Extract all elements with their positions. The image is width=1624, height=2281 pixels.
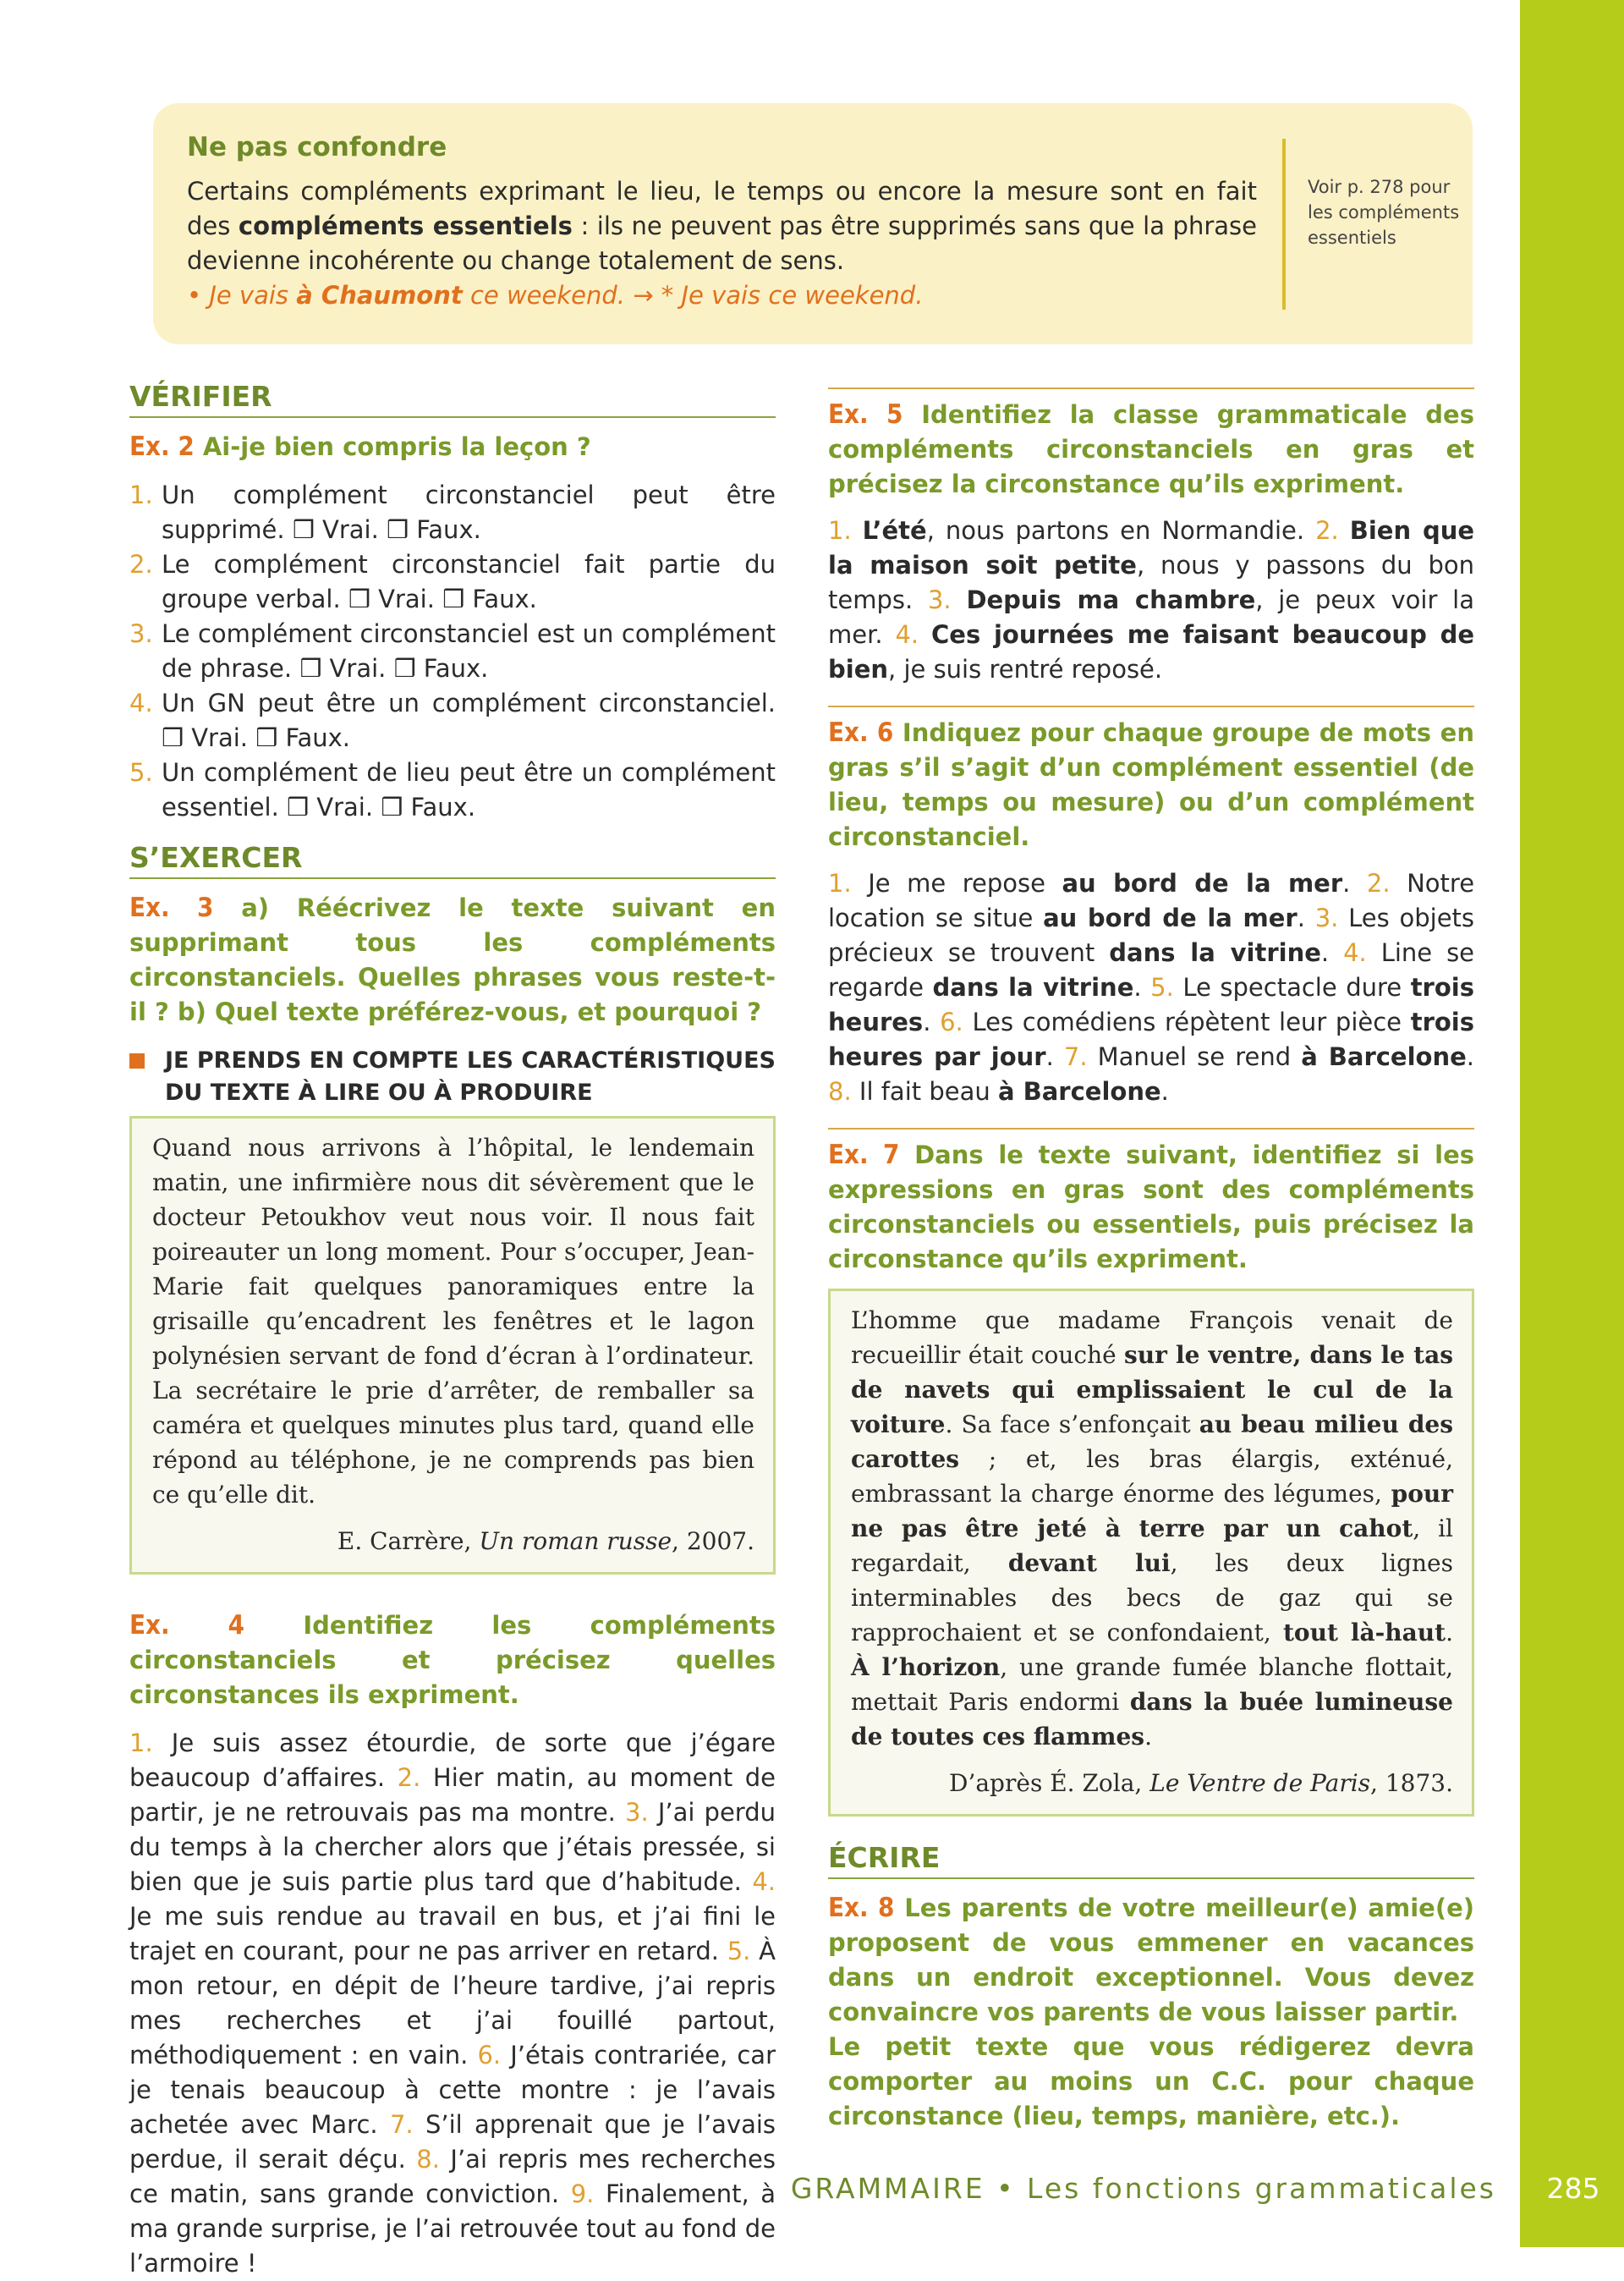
quote-source — [851, 1766, 1453, 1800]
item-number: 5. — [727, 1937, 751, 1965]
bold-phrase: au bord de la mer — [1043, 904, 1298, 932]
item-text: Les comédiens répètent leur pièce — [972, 1008, 1411, 1036]
list-item — [129, 547, 776, 617]
item-number: 6. — [940, 1008, 963, 1036]
item-number: 2. — [129, 550, 153, 579]
section-ecrire: ÉCRIRE — [828, 1840, 1474, 1879]
item-text: Le complément circonstanciel fait partie du groupe verbal. ❒ Vrai. ❒ Faux. — [162, 550, 776, 613]
side-divider — [1282, 139, 1286, 310]
quote-part: , les deux lignes interminables des becs de gaz qui se rapprochaient et se confondaient, — [851, 1549, 1453, 1646]
bold-phrase: tout là-haut — [1282, 1619, 1446, 1646]
bold-phrase: à Barcelone — [997, 1077, 1161, 1106]
item-number: 4. — [895, 620, 919, 649]
quote-part: , il regardait, — [851, 1514, 1454, 1577]
ex6-text — [828, 866, 1474, 1109]
item-number: 7. — [1063, 1042, 1088, 1071]
ex6-heading — [828, 716, 1474, 855]
quote-part: L’homme que madame François venait de recueillir était couché — [851, 1306, 1453, 1369]
item-number: 3. — [129, 619, 153, 648]
ex3-heading — [129, 891, 776, 1030]
list-item — [129, 478, 776, 547]
item-number: 1. — [129, 481, 153, 509]
ex7-title: Dans le texte suivant, identifiez si les expressions en gras sont des compléments circonstanciels ou essentiels, puis précisez la circonstance qu’ils expriment. — [828, 1140, 1475, 1273]
ex7-number: Ex. 7 — [828, 1140, 900, 1170]
bold-phrase: À l’horizon — [851, 1653, 1001, 1681]
note-text-bold: compléments essentiels — [238, 212, 573, 240]
method-tip — [129, 1045, 776, 1109]
note-box-text — [187, 174, 1257, 313]
item-number: 1. — [828, 516, 852, 545]
item-number: 1. — [129, 1729, 153, 1757]
bold-phrase: dans la vitrine — [932, 973, 1134, 1002]
page-number: 285 — [1546, 2172, 1600, 2205]
ex6-number: Ex. 6 — [828, 717, 894, 748]
item-text: Manuel se rend — [1097, 1042, 1302, 1071]
item-number: 3. — [1314, 904, 1339, 932]
bold-phrase: dans la buée lumineuse de toutes ces flammes — [851, 1688, 1453, 1751]
page-sidebar — [1520, 0, 1624, 2247]
quote-part: . — [1446, 1619, 1453, 1646]
item-number: 5. — [1150, 973, 1174, 1002]
right-column — [828, 387, 1474, 2134]
item-text: Un complément de lieu peut être un complément essentiel. ❒ Vrai. ❒ Faux. — [162, 758, 776, 822]
item-number: 2. — [1366, 869, 1391, 898]
running-footer: GRAMMAIRE • Les fonctions grammaticales — [790, 2172, 1496, 2205]
ex5-block — [828, 387, 1474, 687]
item-number: 8. — [416, 2145, 440, 2174]
item-text: Un GN peut être un complément circonstanciel. ❒ Vrai. ❒ Faux. — [162, 689, 776, 752]
quote-text — [851, 1303, 1453, 1754]
ex5-title: Identifiez la classe grammaticale des compléments circonstanciels en gras et précisez la circonstance qu’ils expriment. — [828, 400, 1474, 498]
ex4-title: Identifiez les compléments circonstanciels et précisez quelles circonstances ils expriment. — [129, 1611, 776, 1709]
ex3-number: Ex. 3 — [129, 893, 214, 923]
item-text: . — [1133, 973, 1151, 1002]
method-tip-text: JE PRENDS EN COMPTE LES CARACTÉRISTIQUES DU TEXTE À LIRE OU À PRODUIRE — [165, 1047, 776, 1106]
item-text: Un complément circonstanciel peut être supprimé. ❒ Vrai. ❒ Faux. — [162, 481, 776, 544]
item-number: 7. — [389, 2110, 414, 2139]
quote-box-carrere — [129, 1116, 776, 1575]
bold-phrase: au beau milieu des carottes — [851, 1410, 1453, 1473]
ex5-number: Ex. 5 — [828, 399, 903, 430]
left-column — [129, 379, 776, 2281]
ex7-block — [828, 1128, 1474, 1817]
section-sexercer: S’EXERCER — [129, 840, 776, 879]
list-item — [129, 617, 776, 686]
bold-phrase: Ces journées me faisant beaucoup de bien — [828, 620, 1475, 684]
quote-part: . — [1144, 1723, 1152, 1751]
orange-square-icon — [129, 1053, 145, 1069]
item-text: . — [1320, 938, 1344, 967]
item-text: J’ai repris mes recherches ce matin, sans grande conviction. — [129, 2145, 776, 2208]
item-text: . — [1297, 904, 1315, 932]
quote-part: . Sa face s’enfonçait — [945, 1410, 1199, 1438]
source-year: , 1873. — [1370, 1769, 1453, 1797]
ex4-heading — [129, 1608, 776, 1712]
item-text: . — [1342, 869, 1367, 898]
source-title: Un roman russe — [479, 1527, 672, 1555]
item-text: Il fait beau — [859, 1077, 998, 1106]
ex2-heading — [129, 430, 776, 464]
quote-source — [152, 1524, 754, 1558]
item-number: 8. — [828, 1077, 852, 1106]
note-box — [153, 103, 1473, 344]
item-text: . — [923, 1008, 941, 1036]
item-text: , nous y passons du bon temps. — [828, 551, 1475, 614]
example-bold: à Chaumont — [296, 281, 463, 310]
item-number: 2. — [397, 1763, 421, 1792]
ex2-number: Ex. 2 — [129, 431, 195, 462]
source-author: D’après É. Zola, — [949, 1769, 1150, 1797]
item-text: Je me repose — [868, 869, 1062, 898]
bold-phrase: Depuis ma chambre — [966, 585, 1256, 614]
note-example — [187, 281, 923, 310]
note-text-part: Certains compléments exprimant le lieu, le temps ou encore la mesure sont en fait des — [187, 177, 1257, 240]
quote-text: Quand nous arrivons à l’hôpital, le lendemain matin, une infirmière nous dit sévèrement que le docteur Petoukhov veut nous voir. Il nous fait poireauter un long moment. Pour s’occuper, Jean-Marie fait quelques panoramiques entre la grisaille qu’encadrent les fenêtres et le lagon polynésien servant de fond d’écran à l’ordinateur. La secrétaire le prie d’arrêter, de remballer sa caméra et quelques minutes plus tard, quand elle répond au téléphone, je ne comprends pas bien ce qu’elle dit. — [152, 1134, 754, 1509]
ex2-title: Ai-je bien compris la leçon ? — [202, 432, 591, 461]
source-title: Le Ventre de Paris — [1149, 1769, 1371, 1797]
item-text: Finalement, à ma grande surprise, je l’ai retrouvée tout au fond de l’armoire ! — [129, 2179, 776, 2278]
item-text: . — [1045, 1042, 1064, 1071]
quote-box-zola — [828, 1289, 1474, 1817]
item-text: Le spectacle dure — [1182, 973, 1411, 1002]
ex8-title: Les parents de votre meilleur(e) amie(e) proposent de vous emmener en vacances dans un endroit exceptionnel. Vous devez convaincre vos parents de vous laisser partir. — [828, 1894, 1474, 2026]
item-number: 4. — [1343, 938, 1367, 967]
item-number: 4. — [752, 1867, 776, 1896]
item-text: S’il apprenait que je l’avais perdue, il serait déçu. — [129, 2110, 776, 2174]
item-text: . — [1466, 1042, 1474, 1071]
item-text: Le complément circonstanciel est un complément de phrase. ❒ Vrai. ❒ Faux. — [162, 619, 776, 683]
item-number: 4. — [129, 689, 153, 717]
item-number: 9. — [570, 2179, 595, 2208]
item-text: Line se regarde — [828, 938, 1475, 1002]
ex5-text — [828, 514, 1474, 687]
ex3-title: a) Réécrivez le texte suivant en supprimant tous les compléments circonstanciels. Quelles phrases vous reste-t-il ? b) Quel texte préférez-vous, et pourquoi ? — [129, 893, 776, 1026]
ex2-list — [129, 478, 776, 825]
example-part: • Je vais — [187, 281, 297, 310]
ex8-instructions: Le petit texte que vous rédigerez devra comporter au moins un C.C. pour chaque circonstance (lieu, temps, manière, etc.). — [828, 2032, 1474, 2130]
source-author: E. Carrère, — [337, 1527, 480, 1555]
ex7-heading — [828, 1138, 1474, 1277]
example-part: ce weekend. → * Je vais ce weekend. — [462, 281, 924, 310]
item-number: 3. — [927, 585, 952, 614]
ex4-text — [129, 1726, 776, 2281]
bold-phrase: trois heures par jour — [828, 1008, 1474, 1071]
ex4-number: Ex. 4 — [129, 1610, 244, 1641]
item-text: . — [1160, 1077, 1169, 1106]
ex6-block — [828, 706, 1474, 1109]
quote-part: , une grande fumée blanche flottait, mettait Paris endormi — [851, 1653, 1453, 1716]
bold-phrase: trois heures — [828, 973, 1474, 1036]
ex8-number: Ex. 8 — [828, 1893, 895, 1923]
bold-phrase: au bord de la mer — [1062, 869, 1343, 898]
item-text: Les objets précieux se trouvent — [828, 904, 1475, 967]
section-verifier: VÉRIFIER — [129, 379, 776, 418]
item-text: , je suis rentré reposé. — [888, 655, 1163, 684]
item-text: Hier matin, au moment de partir, je ne retrouvais pas ma montre. — [129, 1763, 776, 1827]
item-number: 3. — [625, 1798, 649, 1827]
bold-phrase: L’été — [862, 516, 927, 545]
item-text: À mon retour, en dépit de l’heure tardive, j’ai repris mes recherches et j’ai fouillé partout, méthodiquement : en vain. — [129, 1937, 776, 2069]
item-text: J’étais contrariée, car je tenais beaucoup à cette montre : je l’avais achetée avec Marc. — [129, 2041, 776, 2139]
item-text: Notre location se situe — [828, 869, 1475, 932]
bold-phrase: dans la vitrine — [1109, 938, 1321, 967]
note-box-title: Ne pas confondre — [187, 132, 447, 162]
bold-phrase: à Barcelone — [1301, 1042, 1467, 1071]
source-year: , 2007. — [672, 1527, 754, 1555]
note-text-part: : ils ne peuvent pas être supprimés sans que la phrase devienne incohérente ou change totalement de sens. — [187, 212, 1257, 275]
bold-phrase: pour ne pas être jeté à terre par un cahot — [851, 1480, 1453, 1542]
item-text: Je suis assez étourdie, de sorte que j’égare beaucoup d’affaires. — [129, 1729, 776, 1792]
bold-phrase: Bien que la maison soit petite — [828, 516, 1475, 580]
side-note: Voir p. 278 pour les compléments essentiels — [1308, 177, 1460, 248]
item-text: , nous partons en Normandie. — [926, 516, 1316, 545]
item-text: , je peux voir la mer. — [828, 585, 1474, 649]
item-text: J’ai perdu du temps à la chercher alors que j’étais pressée, si bien que je suis partie plus tard que d’habitude. — [129, 1798, 776, 1896]
item-number: 2. — [1315, 516, 1339, 545]
quote-part: ; et, les bras élargis, exténué, embrassant la charge énorme des légumes, — [851, 1445, 1453, 1508]
ex6-title: Indiquez pour chaque groupe de mots en gras s’il s’agit d’un complément essentiel (de lieu, temps ou mesure) ou d’un complément circonstanciel. — [828, 718, 1474, 851]
item-number: 1. — [828, 869, 852, 898]
bold-phrase: sur le ventre, dans le tas de navets qui emplissaient le cul de la voiture — [851, 1341, 1453, 1438]
list-item — [129, 756, 776, 825]
bold-phrase: devant lui — [1007, 1549, 1171, 1577]
item-number: 5. — [129, 758, 153, 787]
list-item — [129, 686, 776, 756]
ex5-heading — [828, 398, 1474, 502]
item-number: 6. — [477, 2041, 502, 2069]
item-text: Je me suis rendue au travail en bus, et j’ai fini le trajet en courant, pour ne pas arriver en retard. — [129, 1902, 776, 1965]
ex8-heading — [828, 1891, 1474, 2030]
